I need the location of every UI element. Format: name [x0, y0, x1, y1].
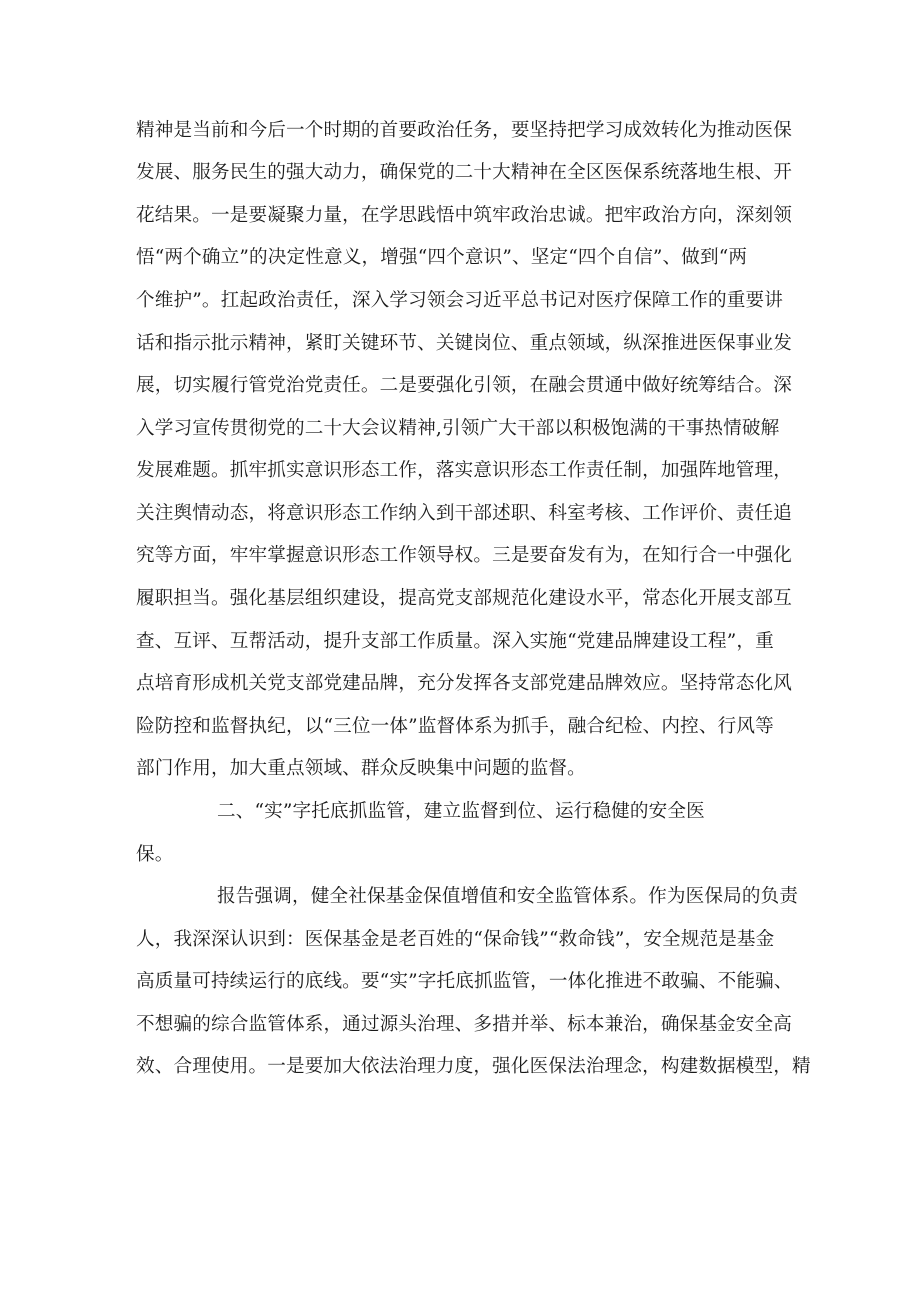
text-line: 话和指示批示精神，紧盯关键环节、关键岗位、重点领域，纵深推进医保事业发 [136, 333, 793, 354]
text-line: 不想骗的综合监管体系，通过源头治理、多措并举、标本兼治，确保基金安全高 [136, 1014, 793, 1035]
paragraph-start: 报告强调，健全社保基金保值增值和安全监管体系。作为医保局的负责 [217, 886, 799, 907]
text-line: 履职担当。强化基层组织建设，提高党支部规范化建设水平，常态化开展支部互 [136, 588, 793, 609]
text-line: 点培育形成机关党支部党建品牌，充分发挥各支部党建品牌效应。坚持常态化风 [136, 673, 793, 694]
text-line: 查、互评、互帮活动，提升支部工作质量。深入实施“党建品牌建设工程”，重 [136, 631, 774, 652]
section-heading: 二、“实”字托底抓监管，建立监督到位、运行稳健的安全医 [217, 801, 705, 822]
text-line: 险防控和监督执纪，以“三位一体”监督体系为抓手，融合纪检、内控、行风等 [136, 716, 774, 737]
text-line: 究等方面，牢牢掌握意识形态工作领导权。三是要奋发有为，在知行合一中强化 [136, 545, 793, 566]
text-line: 入学习宣传贯彻党的二十大会议精神,引领广大干部以积极饱满的干事热情破解 [136, 418, 780, 439]
text-line: 人，我深深认识到：医保基金是老百姓的“保命钱”“救命钱”，安全规范是基金 [136, 929, 775, 950]
text-line: 展，切实履行管党治党责任。二是要强化引领，在融会贯通中做好统筹结合。深 [136, 375, 793, 396]
text-line: 关注舆情动态，将意识形态工作纳入到干部述职、科室考核、工作评价、责任追 [136, 503, 793, 524]
text-line: 效、合理使用。一是要加大依法治理力度，强化医保法治理念，构建数据模型，精 [136, 1056, 811, 1077]
text-line: 发展难题。抓牢抓实意识形态工作，落实意识形态工作责任制，加强阵地管理， [136, 460, 793, 481]
section-heading-continued: 保。 [136, 844, 174, 865]
text-line: 精神是当前和今后一个时期的首要政治任务，要坚持把学习成效转化为推动医保 [136, 120, 793, 141]
text-line: 高质量可持续运行的底线。要“实”字托底抓监管，一体化推进不敢骗、不能骗、 [136, 971, 793, 992]
text-line: 悟“两个确立”的决定性意义，增强“四个意识”、坚定“四个自信”、做到“两 [136, 247, 748, 268]
text-line: 花结果。一是要凝聚力量，在学思践悟中筑牢政治忠诚。把牢政治方向，深刻领 [136, 205, 793, 226]
text-line: 部门作用，加大重点领域、群众反映集中问题的监督。 [136, 758, 586, 779]
text-line: 个维护”。扛起政治责任，深入学习领会习近平总书记对医疗保障工作的重要讲 [136, 290, 783, 311]
text-line: 发展、服务民生的强大动力，确保党的二十大精神在全区医保系统落地生根、开 [136, 162, 793, 183]
